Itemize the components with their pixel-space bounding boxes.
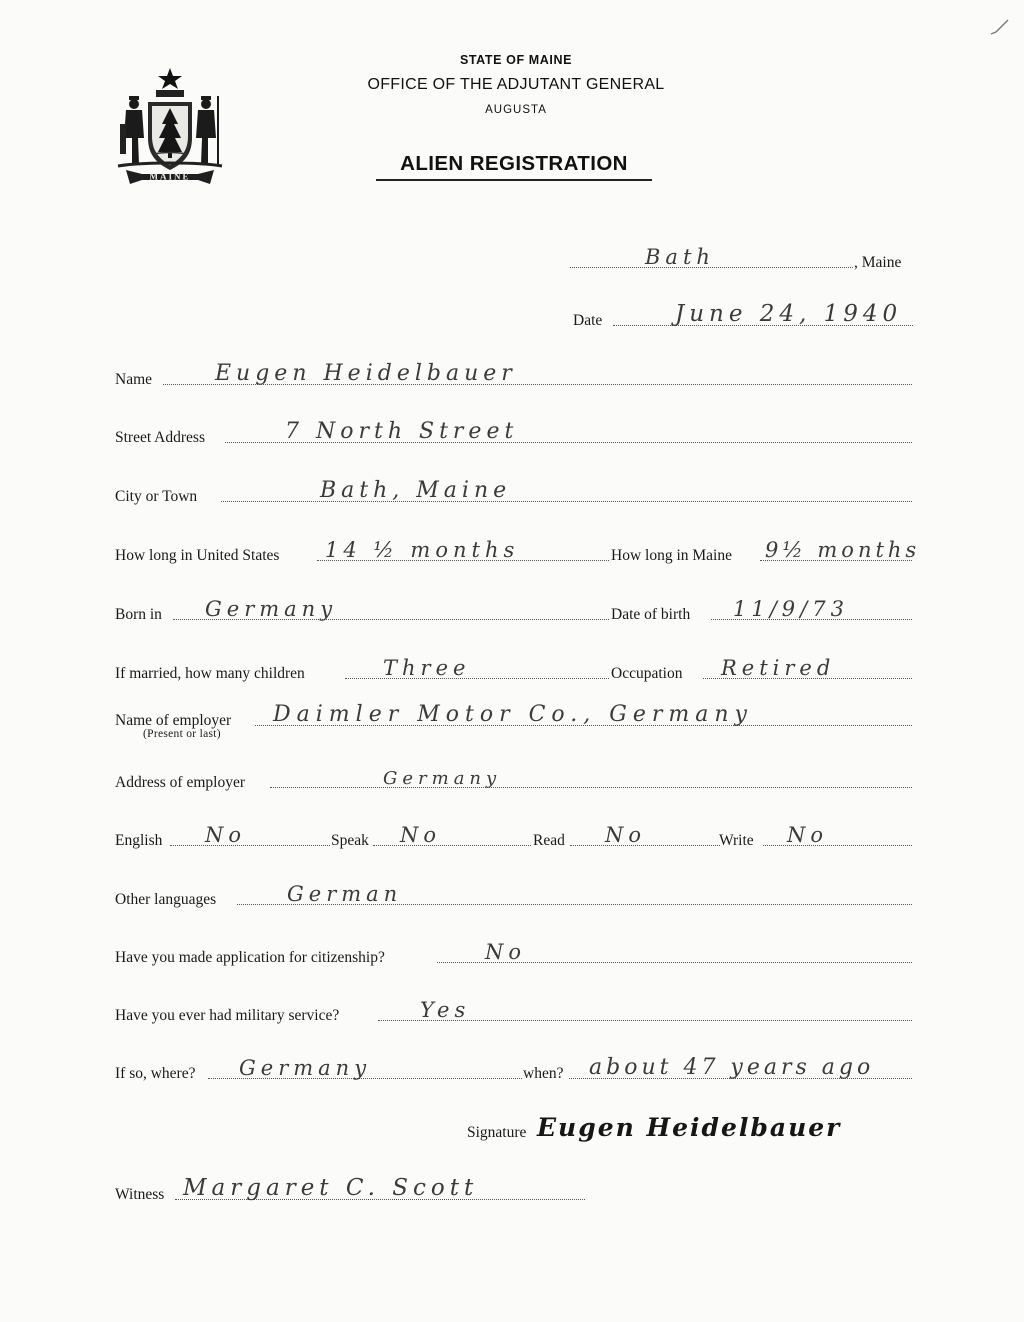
street-label: Street Address (115, 428, 205, 446)
city-heading: AUGUSTA (485, 104, 547, 116)
employer-row (115, 704, 912, 728)
employer-sublabel: (Present or last) (143, 728, 221, 740)
employer-value: Daimler Motor Co., Germany (273, 702, 753, 727)
place-suffix: , Maine (854, 253, 902, 271)
pencil-check-mark (988, 18, 1010, 38)
signature-label: Signature (467, 1123, 527, 1141)
state-heading: STATE OF MAINE (459, 53, 573, 67)
where-when-row (115, 1057, 912, 1081)
children-label: If married, how many children (115, 664, 305, 682)
children-value: Three (383, 656, 471, 680)
state-seal-icon (112, 66, 228, 192)
employer-label: Name of employer (115, 711, 232, 729)
other-languages-row (115, 883, 912, 907)
office-heading: OFFICE OF THE ADJUTANT GENERAL (367, 76, 665, 93)
maine-duration-label: How long in Maine (611, 546, 732, 564)
employer-address-row (115, 766, 912, 790)
military-value: Yes (420, 998, 471, 1022)
military-label: Have you ever had military service? (115, 1006, 340, 1024)
signature-value: Eugen Heidelbauer (537, 1113, 842, 1142)
title-underline (376, 179, 652, 181)
date-value: June 24, 1940 (675, 301, 903, 327)
place-row (570, 246, 915, 270)
english-value: No (205, 823, 247, 847)
english-line (170, 845, 330, 846)
city-row (115, 480, 912, 504)
form-title: ALIEN REGISTRATION (400, 152, 628, 175)
language-row (115, 824, 912, 848)
read-value: No (605, 823, 647, 847)
city-value: Bath, Maine (320, 478, 512, 503)
read-label: Read (533, 831, 565, 849)
other-languages-label: Other languages (115, 890, 217, 908)
duration-row (115, 538, 921, 564)
write-line (763, 845, 912, 846)
other-languages-value: German (287, 882, 403, 906)
date-row (573, 301, 913, 329)
employer-address-line (270, 787, 912, 788)
dob-label: Date of birth (611, 605, 691, 623)
us-duration-label: How long in United States (115, 546, 280, 564)
dob-value: 11/9/73 (733, 597, 849, 621)
speak-label: Speak (331, 831, 369, 849)
street-row (115, 421, 912, 445)
citizenship-row (115, 941, 912, 965)
us-duration-value: 14 ½ months (325, 538, 520, 562)
name-label: Name (115, 370, 153, 388)
where-label: If so, where? (115, 1064, 196, 1082)
english-label: English (115, 831, 163, 849)
occupation-value: Retired (721, 656, 836, 680)
date-label: Date (573, 311, 603, 329)
when-label: when? (523, 1064, 564, 1082)
citizenship-value: No (485, 940, 527, 964)
witness-row (115, 1175, 585, 1203)
city-label: City or Town (115, 487, 198, 505)
when-value: about 47 years ago (589, 1055, 875, 1080)
street-value: 7 North Street (285, 419, 519, 444)
write-label: Write (719, 831, 754, 849)
where-value: Germany (239, 1056, 372, 1080)
name-row (115, 363, 912, 387)
write-value: No (787, 823, 829, 847)
speak-line (373, 845, 531, 846)
place-value: Bath (645, 245, 715, 269)
children-row (115, 657, 912, 681)
born-in-value: Germany (205, 597, 338, 621)
signature-row (467, 1113, 912, 1142)
witness-label: Witness (115, 1185, 165, 1203)
born-in-label: Born in (115, 605, 162, 623)
speak-value: No (400, 823, 442, 847)
employer-address-value: Germany (383, 768, 502, 789)
svg-text:MAINE: MAINE (149, 171, 191, 182)
citizenship-label: Have you made application for citizenship? (115, 948, 385, 966)
name-value: Eugen Heidelbauer (215, 361, 517, 386)
occupation-label: Occupation (611, 664, 683, 682)
military-row (115, 999, 912, 1023)
birth-row (115, 598, 912, 622)
maine-duration-value: 9½ months (765, 538, 921, 562)
witness-value: Margaret C. Scott (183, 1175, 479, 1201)
employer-address-label: Address of employer (115, 773, 245, 791)
